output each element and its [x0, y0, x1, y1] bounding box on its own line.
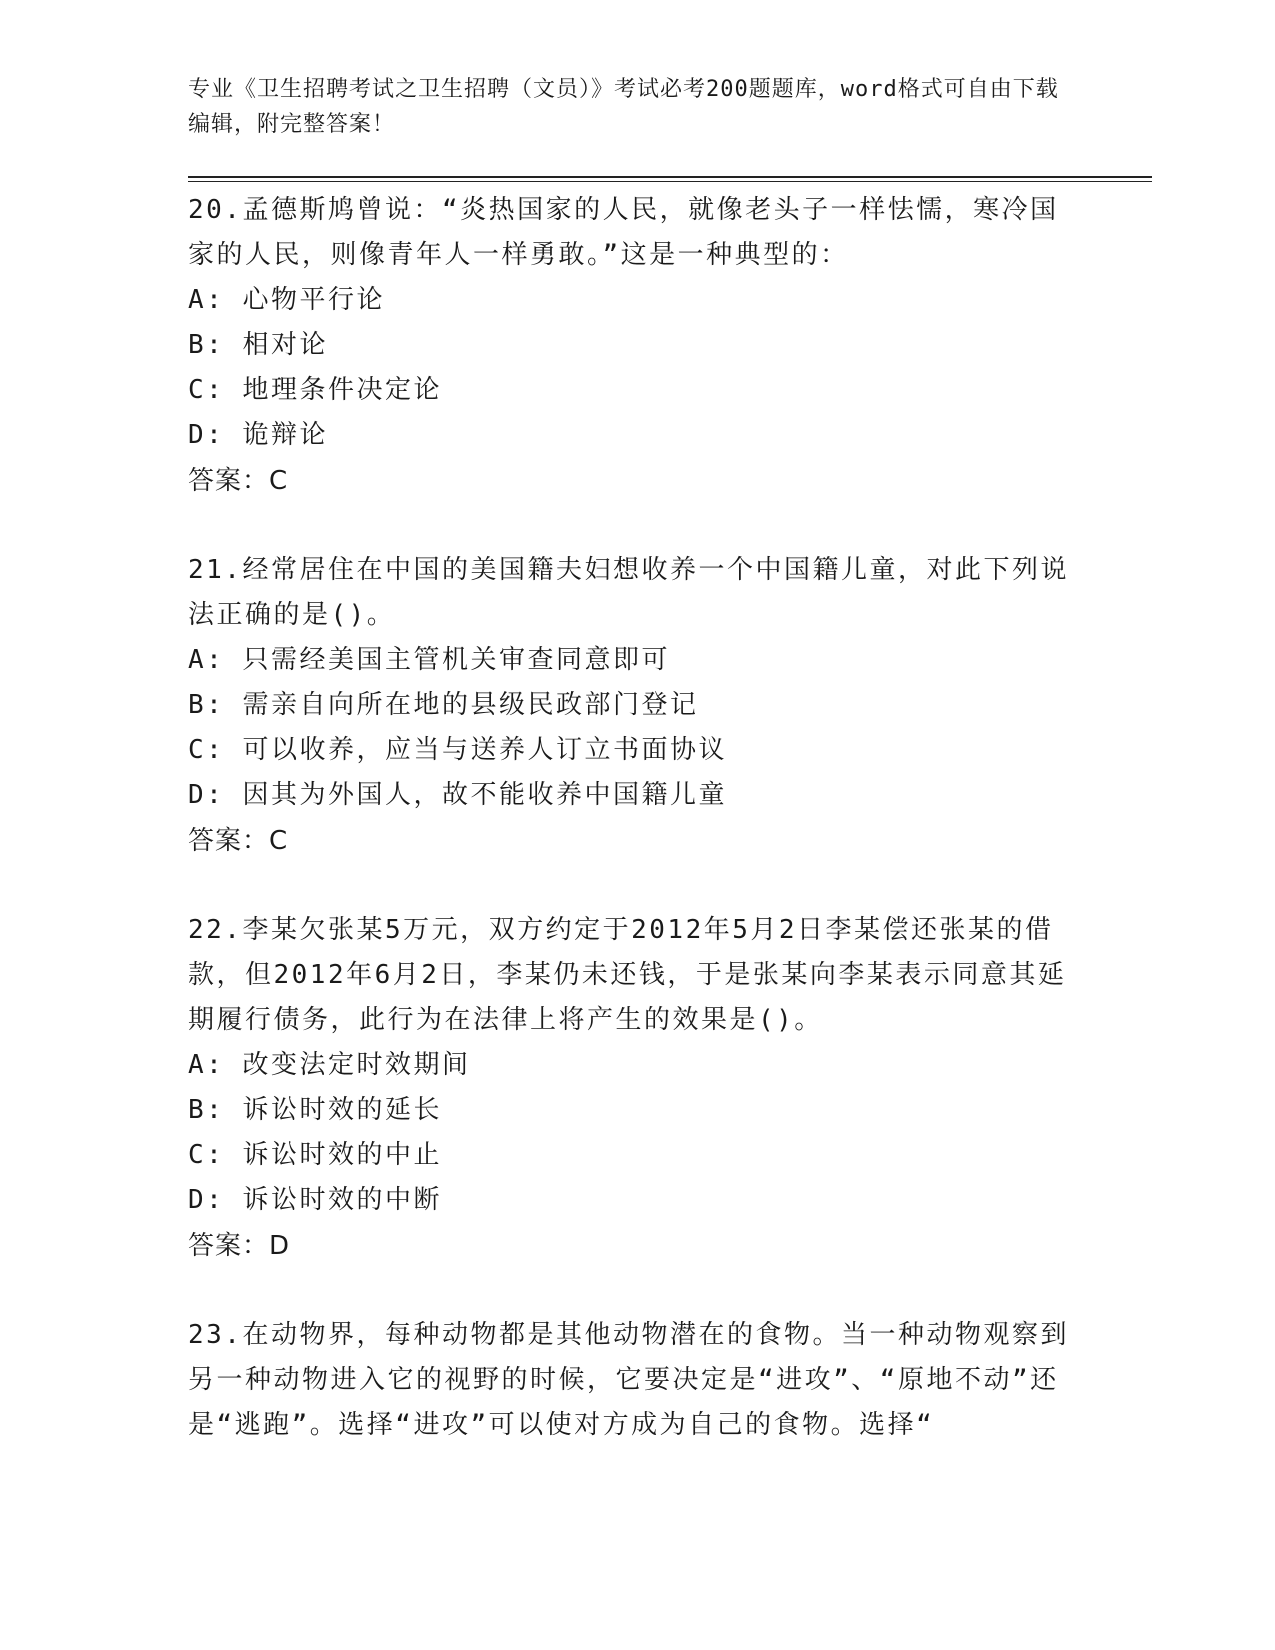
- option-d: D: 诉讼时效的中断: [188, 1185, 442, 1215]
- option-d: D: 诡辩论: [188, 420, 328, 450]
- question-item: [188, 908, 1078, 1269]
- option-b: B: 诉讼时效的延长: [188, 1095, 442, 1125]
- option-b: B: 相对论: [188, 330, 328, 360]
- option-c: C: 诉讼时效的中止: [188, 1140, 442, 1170]
- answer-line: 答案：C: [188, 826, 289, 856]
- question-stem: 21.经常居住在中国的美国籍夫妇想收养一个中国籍儿童，对此下列说法正确的是()。: [188, 555, 1069, 630]
- question-stem: 22.李某欠张某5万元，双方约定于2012年5月2日李某偿还张某的借款，但2012年6月2日，李某仍未还钱，于是张某向李某表示同意其延期履行债务，此行为在法律上将产生的效果是()。: [188, 915, 1067, 1035]
- header-divider: [188, 176, 1152, 178]
- option-a: A: 心物平行论: [188, 285, 385, 315]
- option-b: B: 需亲自向所在地的县级民政部门登记: [188, 690, 699, 720]
- option-a: A: 只需经美国主管机关审查同意即可: [188, 645, 670, 675]
- question-stem: 23.在动物界，每种动物都是其他动物潜在的食物。当一种动物观察到另一种动物进入它的视野的时候，它要决定是“进攻”、“原地不动”还是“逃跑”。选择“进攻”可以使对方成为自己的食物。选择“: [188, 1320, 1069, 1440]
- question-item: [188, 1313, 1078, 1448]
- question-stem: 20.孟德斯鸠曾说：“炎热国家的人民，就像老头子一样怯懦，寒冷国家的人民，则像青年人一样勇敢。”这是一种典型的：: [188, 195, 1059, 270]
- document-header: [188, 72, 1068, 142]
- option-a: A: 改变法定时效期间: [188, 1050, 471, 1080]
- question-item: [188, 188, 1078, 504]
- answer-line: 答案：C: [188, 466, 289, 496]
- question-list: [188, 188, 1078, 1448]
- option-c: C: 地理条件决定论: [188, 375, 442, 405]
- question-item: [188, 548, 1078, 864]
- option-c: C: 可以收养，应当与送养人订立书面协议: [188, 735, 727, 765]
- option-d: D: 因其为外国人，故不能收养中国籍儿童: [188, 780, 727, 810]
- answer-line: 答案：D: [188, 1231, 291, 1261]
- header-text: 专业《卫生招聘考试之卫生招聘（文员）》考试必考200题题库，word格式可自由下载编辑，附完整答案！: [188, 77, 1059, 137]
